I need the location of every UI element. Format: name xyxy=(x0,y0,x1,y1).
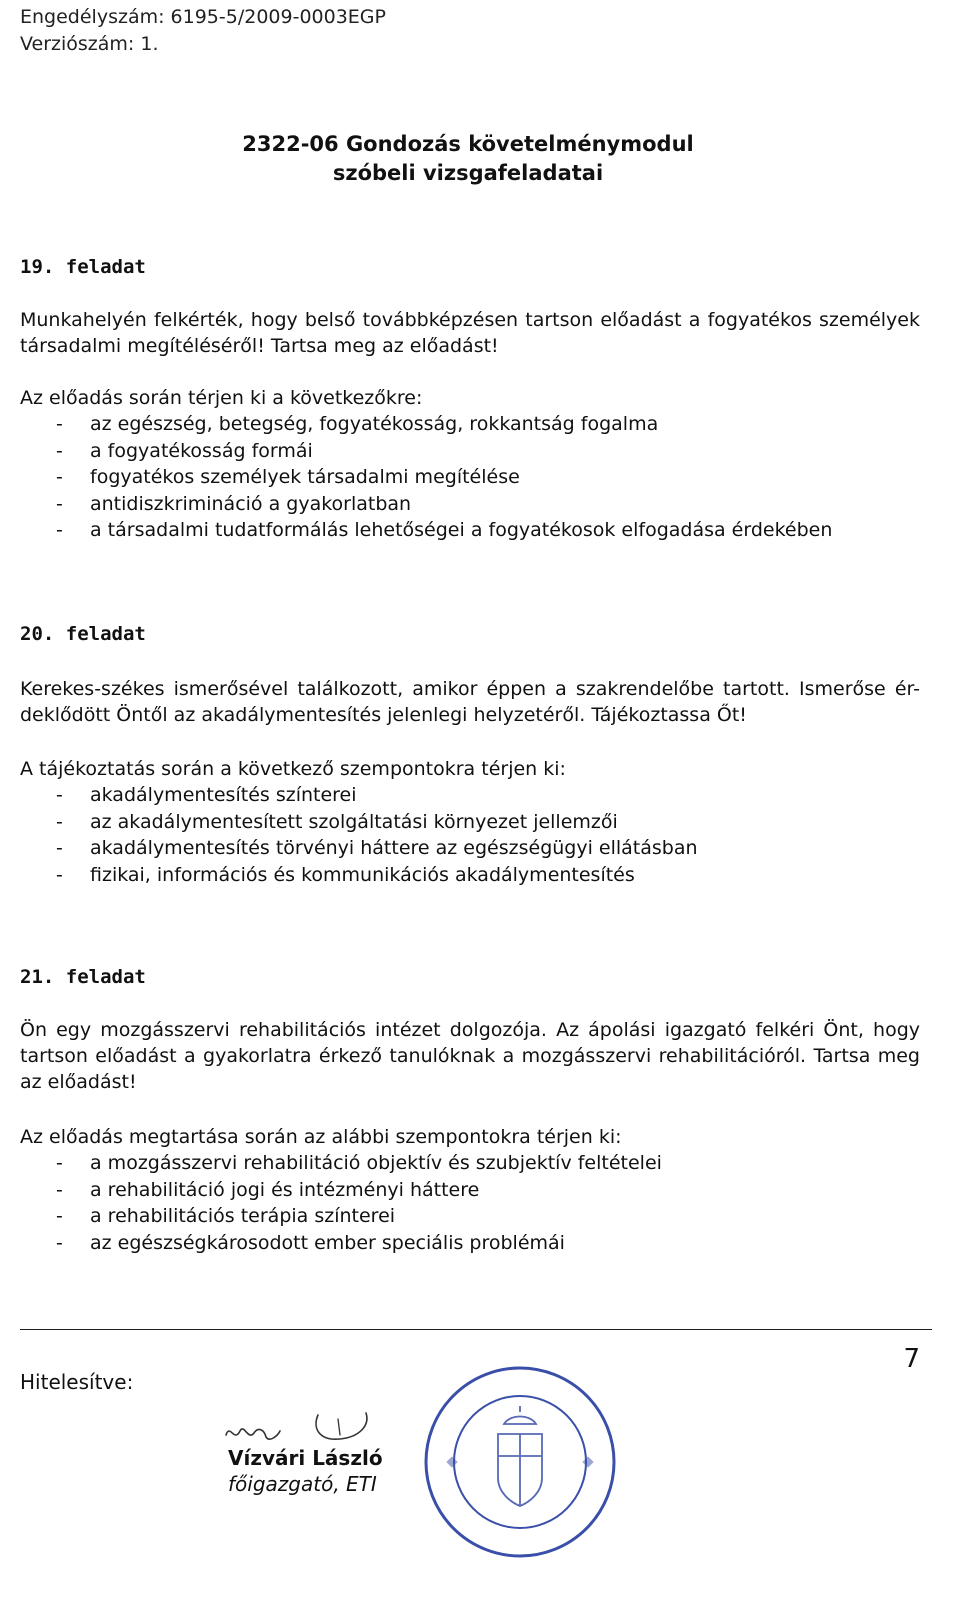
task-21-lead: Az előadás megtartása során az alábbi szempontokra térjen ki: xyxy=(20,1126,622,1148)
list-marker: - xyxy=(56,784,63,806)
list-item: - a mozgásszervi rehabilitáció objektív és szubjektív feltételei xyxy=(20,1150,920,1177)
list-marker: - xyxy=(56,519,63,541)
task-19-lead: Az előadás során térjen ki a következőkre: xyxy=(20,387,423,409)
list-marker: - xyxy=(56,1231,63,1254)
list-item: - fogyatékos személyek társadalmi megítélése xyxy=(20,464,920,491)
task-20-heading: 20. feladat xyxy=(20,623,146,645)
task-19-intro: Munkahelyén felkérték, hogy belső továbbképzésen tartson előadást a fogyatékos személyek társadalmi megítéléséről! Tartsa meg az előadást! xyxy=(20,309,920,357)
task-19-heading: 19. feladat xyxy=(20,256,146,278)
task-19-list xyxy=(20,411,920,544)
list-item: - a fogyatékosság formái xyxy=(20,438,920,465)
list-marker: - xyxy=(56,1152,63,1174)
certified-label: Hitelesítve: xyxy=(20,1370,134,1394)
list-marker: - xyxy=(56,863,63,886)
task-20-lead: A tájékoztatás során a következő szempontokra térjen ki: xyxy=(20,758,566,780)
list-marker: - xyxy=(56,413,63,435)
page-number: 7 xyxy=(903,1344,920,1374)
license-number: Engedélyszám: 6195-5/2009-0003EGP xyxy=(20,6,386,28)
task-21-list xyxy=(20,1150,920,1256)
task-20-intro: Kerekes-székes ismerősével találkozott, amikor éppen a szakrendelőbe tartott. Ismerőse ér-deklődött Öntől az akadálymentesítés jelenlegi helyzetéről. Tájékoztassa Őt! xyxy=(20,678,920,726)
list-item: - a rehabilitációs terápia színterei xyxy=(20,1203,920,1230)
list-marker: - xyxy=(56,1205,63,1227)
list-marker: - xyxy=(56,837,63,859)
task-21-heading: 21. feladat xyxy=(20,966,146,988)
list-marker: - xyxy=(56,466,63,488)
handwritten-signature xyxy=(220,1405,390,1450)
list-marker: - xyxy=(56,810,63,833)
list-item: - antidiszkrimináció a gyakorlatban xyxy=(20,491,920,518)
signer-name: Vízvári László xyxy=(228,1446,383,1470)
task-21-intro: Ön egy mozgásszervi rehabilitációs intézet dolgozója. Az ápolási igazgató felkéri Önt, hogy tartson előadást a gyakorlatra érkező tanulóknak a mozgásszervi rehabilitációról. Tartsa meg az előadást! xyxy=(20,1019,920,1093)
list-item: - akadálymentesítés színterei xyxy=(20,782,920,809)
list-item: - akadálymentesítés törvényi háttere az egészségügyi ellátásban xyxy=(20,835,920,862)
official-seal-stamp xyxy=(420,1362,620,1562)
list-item: - az egészségkárosodott ember speciális problémái xyxy=(20,1230,920,1257)
list-marker: - xyxy=(56,492,63,515)
task-20-list xyxy=(20,782,920,888)
page-header xyxy=(20,4,386,58)
list-item: - a rehabilitáció jogi és intézményi háttere xyxy=(20,1177,920,1204)
document-title xyxy=(0,130,936,188)
list-item: - az akadálymentesített szolgáltatási környezet jellemzői xyxy=(20,809,920,836)
title-line-2: szóbeli vizsgafeladatai xyxy=(332,161,604,185)
footer-divider xyxy=(20,1329,932,1330)
signer-title: főigazgató, ETI xyxy=(228,1472,377,1496)
version-number: Verziószám: 1. xyxy=(20,33,159,55)
list-item: - a társadalmi tudatformálás lehetőségei a fogyatékosok elfogadása érdekében xyxy=(20,517,920,544)
list-item: - az egészség, betegség, fogyatékosság, rokkantság fogalma xyxy=(20,411,920,438)
list-item: - fizikai, információs és kommunikációs akadálymentesítés xyxy=(20,862,920,889)
list-marker: - xyxy=(56,439,63,462)
title-line-1: 2322-06 Gondozás követelménymodul xyxy=(242,132,694,156)
list-marker: - xyxy=(56,1178,63,1201)
